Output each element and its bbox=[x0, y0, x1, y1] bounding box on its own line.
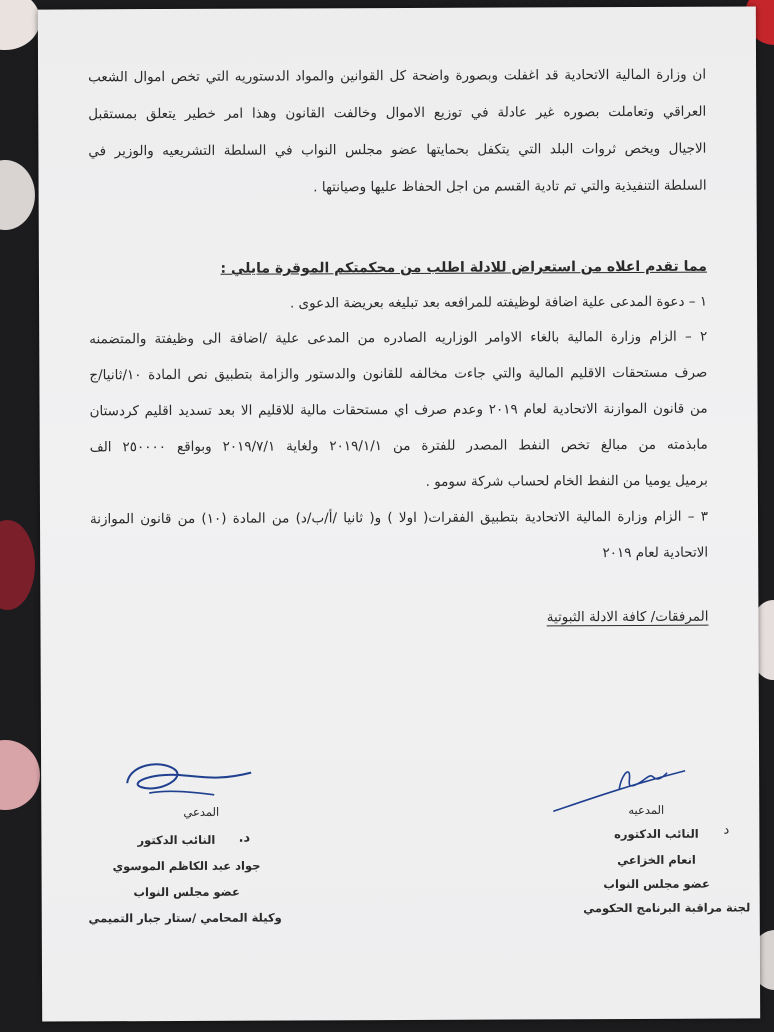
document-page bbox=[38, 6, 760, 1021]
plaintiff2-title: النائب الدكتوره bbox=[614, 826, 699, 842]
request-item-3-line: ٣ – الزام وزارة المالية الاتحادية بتطبيق الفقرات( اولا ) و( ثانيا /أ/ب/د) من المادة (١٠) من قانون الموازنة bbox=[89, 508, 709, 528]
plaintiff-prefix: د. bbox=[238, 830, 251, 846]
plaintiff-name: جواد عبد الكاظم الموسوي bbox=[112, 858, 261, 874]
request-item-3-line: الاتحادية لعام ٢٠١٩ bbox=[602, 544, 709, 562]
body-paragraph-line: العراقي وتعاملت بصوره غير عادلة في توزيع الاموال وخالفت القانون وهذا امر خطير يتعلق بمستقبل bbox=[88, 103, 707, 123]
plaintiff2-name: انعام الخزاعي bbox=[617, 852, 696, 868]
body-paragraph-line: ان وزارة المالية الاتحادية قد اغفلت وبصورة واضحة كل القوانين والمواد الدستوريه التي تخص اموال الشعب bbox=[88, 66, 707, 86]
background-flower-left-3 bbox=[0, 740, 40, 810]
request-item-2-line: من قانون الموازنة الاتحادية لعام ٢٠١٩ وعدم صرف اي مستحقات مالية للاقليم الا بعد تسديد اقليم كردستان bbox=[89, 400, 708, 420]
plaintiff-lawyer: وكيلة المحامي /ستار جبار التميمي bbox=[88, 910, 282, 926]
background-flower-left-2 bbox=[0, 520, 35, 610]
request-item-1: ١ – دعوة المدعى علية اضافة لوظيفته للمرافعه بعد تبليغه بعريضة الدعوى . bbox=[289, 293, 708, 312]
plaintiff2-position: عضو مجلس النواب bbox=[603, 876, 710, 892]
plaintiff2-committee: لجنة مراقبة البرنامج الحكومي bbox=[583, 900, 751, 916]
plaintiff-title: النائب الدكتور bbox=[137, 832, 216, 848]
plaintiff2-role: المدعيه bbox=[628, 802, 665, 818]
request-item-2-line: مابذمته من مبالغ تخص النفط المصدر للفترة من ٢٠١٩/١/١ ولغاية ٢٠١٩/٧/١ وبواقع ٢٥٠٠٠٠ الف bbox=[89, 436, 708, 456]
attachments-line: المرفقات/ كافة الادلة الثبوتية bbox=[546, 608, 709, 626]
plaintiff-position: عضو مجلس النواب bbox=[133, 884, 240, 900]
background-flower-top-left bbox=[0, 0, 40, 50]
body-paragraph-line: الاجيال ويخص ثروات البلد التي يتكفل بحمايتها عضو مجلس النواب في السلطة التشريعيه والوزير في bbox=[88, 140, 707, 160]
background-flower-left bbox=[0, 160, 35, 230]
plaintiff-role: المدعي bbox=[183, 804, 220, 819]
request-item-2-line: ٢ – الزام وزارة المالية بالغاء الاوامر الوزاريه الصادره من المدعى علية /اضافة الى وظيفتة والمتضمنه bbox=[89, 328, 708, 348]
plaintiff2-prefix: د bbox=[723, 822, 730, 838]
body-paragraph-line: السلطة التنفيذية والتي تم تادية القسم من اجل الحفاظ عليها وصيانتها . bbox=[313, 177, 707, 196]
requests-heading: مما تقدم اعلاه من استعراض للادلة اطلب من محكمتكم الموقرة مايلي : bbox=[220, 258, 707, 277]
request-item-2-line: صرف مستحقات الاقليم المالية والتي جاءت مخالفه للقانون والدستور والزامة بتطبيق نص المادة ١٠/ثانيا/ج bbox=[89, 364, 708, 384]
request-item-2-line: برميل يوميا من النفط الخام لحساب شركة سومو . bbox=[425, 472, 708, 490]
